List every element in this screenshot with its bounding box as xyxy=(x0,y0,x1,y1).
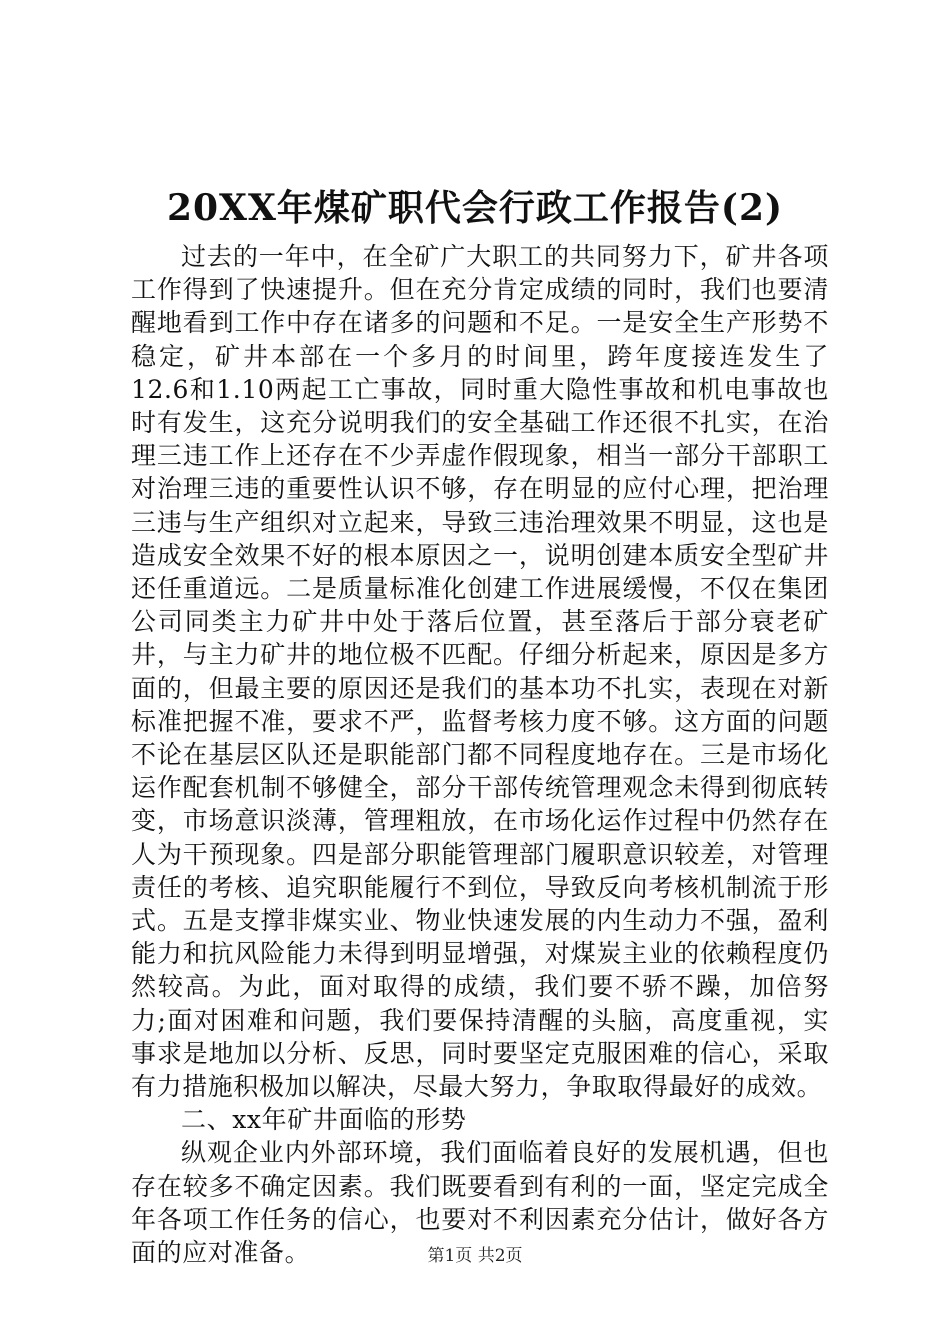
document-title: 20XX年煤矿职代会行政工作报告(2) xyxy=(166,187,784,229)
paragraph-problems: 过去的一年中，在全矿广大职工的共同努力下，矿井各项工作得到了快速提升。但在充分肯定成绩的同时，我们也要清醒地看到工作中存在诸多的问题和不足。一是安全生产形势不稳定，矿井本部在一个多月的时间里，跨年度接连发生了12.6和1.10两起工亡事故，同时重大隐性事故和机电事故也时有发生，这充分说明我们的安全基础工作还很不扎实，在治理三违工作上还存在不少弄虚作假现象，相当一部分干部职工对治理三违的重要性认识不够，存在明显的应付心理，把治理三违与生产组织对立起来，导致三违治理效果不明显，这也是造成安全效果不好的根本原因之一，说明创建本质安全型矿井还任重道远。二是质量标准化创建工作进展缓慢，不仅在集团公司同类主力矿井中处于落后位置，甚至落后于部分衰老矿井，与主力矿井的地位极不匹配。仔细分析起来，原因是多方面的，但最主要的原因还是我们的基本功不扎实，表现在对新标准把握不准，要求不严，监督考核力度不够。这方面的问题不论在基层区队还是职能部门都不同程度地存在。三是市场化运作配套机制不够健全，部分干部传统管理观念未得到彻底转变，市场意识淡薄，管理粗放，在市场化运作过程中仍然存在人为干预现象。四是部分职能管理部门履职意识较差，对管理责任的考核、追究职能履行不到位，导致反向考核机制流于形式。五是支撑非煤实业、物业快速发展的内生动力不强，盈利能力和抗风险能力未得到明显增强，对煤炭主业的依赖程度仍然较高。为此，面对取得的成绩，我们要不骄不躁，加倍努力;面对困难和问题，我们要保持清醒的头脑，高度重视，实事求是地加以分析、反思，同时要坚定克服困难的信心，采取有力措施积极加以解决，尽最大努力，争取取得最好的成效。 xyxy=(131,242,829,1102)
paragraph-environment: 纵观企业内外部环境，我们面临着良好的发展机遇，但也存在较多不确定因素。我们既要看到有利的一面，坚定完成全年各项工作任务的信心，也要对不利因素充分估计，做好各方面的应对准备。 xyxy=(131,1138,829,1268)
page-footer: 第1页 共2页 xyxy=(427,1246,523,1266)
document-body xyxy=(131,240,829,1269)
section-heading-situation: 二、xx年矿井面临的形势 xyxy=(181,1105,467,1135)
